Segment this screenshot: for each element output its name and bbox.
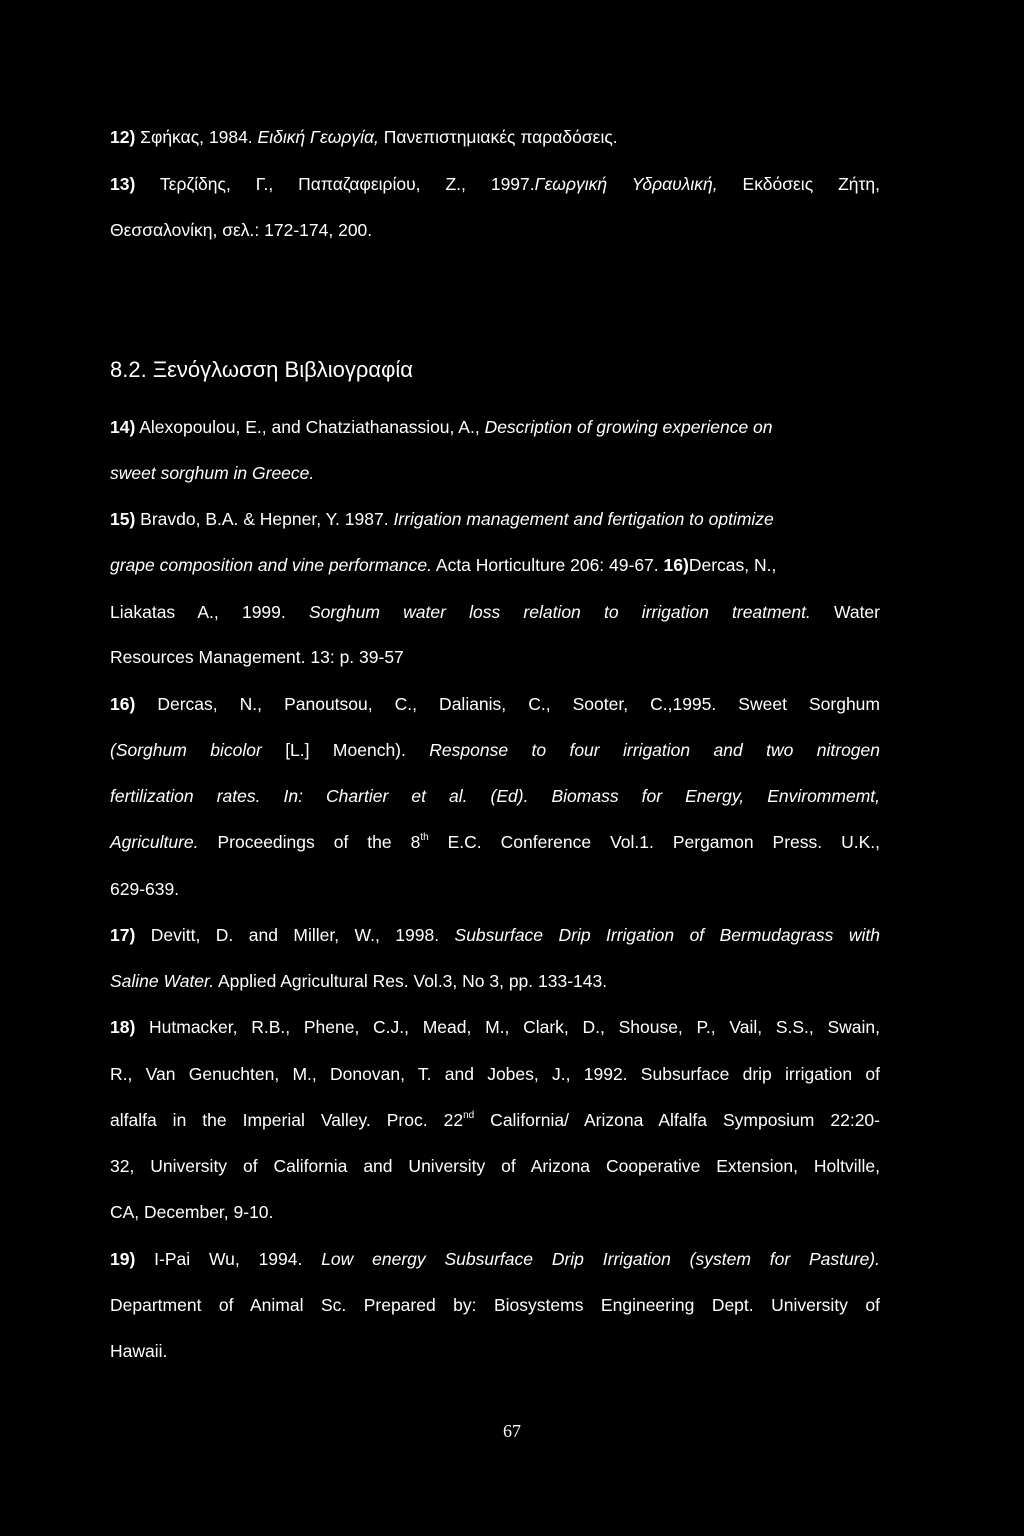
reference-15-line-3 (110, 600, 880, 624)
reference-18-line-2 (110, 1062, 880, 1086)
ref-text: I-Pai Wu, 1994. (135, 1249, 322, 1269)
ref-number: 14) (110, 417, 136, 437)
ref-text: Dercas, N., Panoutsou, C., Dalianis, C., Sooter, C.,1995. Sweet Sorghum (135, 694, 880, 714)
ref-title: Subsurface Drip Irrigation of Bermudagrass with (454, 925, 880, 945)
reference-16-line-3 (110, 784, 880, 808)
ref-number: 15) (110, 509, 136, 529)
reference-13 (110, 172, 880, 196)
ref-title: fertilization rates. In: Chartier et al. (Ed). Biomass for Energy, Envirommemt, (110, 786, 880, 806)
reference-18-line-3 (110, 1108, 880, 1132)
ref-number: 18) (110, 1017, 136, 1037)
ref-text: Σφήκας, 1984. (135, 127, 258, 147)
ref-text: Θεσσαλονίκη, σελ.: 172-174, 200. (110, 220, 373, 240)
ordinal-suffix: nd (463, 1110, 475, 1121)
ref-title: Irrigation management and fertigation to optimize (393, 509, 774, 529)
ref-text: 32, University of California and University of Arizona Cooperative Extension, Holtville, (110, 1156, 880, 1176)
reference-16-line-4 (110, 830, 880, 854)
ref-text: Devitt, D. and Miller, W., 1998. (135, 925, 455, 945)
section-number: 8.2. (110, 357, 147, 382)
ref-text: alfalfa in the Imperial Valley. Proc. 22 (110, 1110, 464, 1130)
ref-text: Proceedings of the 8 (198, 832, 421, 852)
ref-text: Hawaii. (110, 1341, 168, 1361)
ref-text: Dercas, N., (688, 555, 777, 575)
reference-15-line-4 (110, 645, 880, 669)
ref-title: grape composition and vine performance. (110, 555, 432, 575)
ref-text: 629-639. (110, 879, 180, 899)
ref-number: 16) (663, 555, 689, 575)
ref-title: Low energy Subsurface Drip Irrigation (system for Pasture). (321, 1249, 880, 1269)
ref-text: Bravdo, B.A. & Hepner, Y. 1987. (135, 509, 394, 529)
reference-12 (110, 125, 880, 149)
ref-title: Response to four irrigation and two nitrogen (429, 740, 880, 760)
ref-text: E.C. Conference Vol.1. Pergamon Press. U.K., (428, 832, 880, 852)
ref-text: Εκδόσεις Ζήτη, (717, 174, 880, 194)
reference-15 (110, 507, 880, 531)
reference-15-line-2 (110, 553, 880, 577)
ref-title: Agriculture. (110, 832, 199, 852)
reference-16-line-2 (110, 738, 880, 762)
ref-text: Hutmacker, R.B., Phene, C.J., Mead, M., Clark, D., Shouse, P., Vail, S.S., Swain, (135, 1017, 880, 1037)
reference-18-line-5 (110, 1200, 880, 1224)
ref-title: Γεωργική Υδραυλική, (534, 174, 718, 194)
ref-text: Acta Horticulture 206: 49-67. (432, 555, 664, 575)
reference-18-line-4 (110, 1154, 880, 1178)
reference-14 (110, 415, 880, 439)
page-number: 67 (503, 1421, 521, 1441)
ref-title: Saline Water. (110, 971, 215, 991)
reference-19 (110, 1247, 880, 1271)
ref-number: 12) (110, 127, 136, 147)
reference-16-line-5 (110, 877, 880, 901)
ref-text: Department of Animal Sc. Prepared by: Biosystems Engineering Dept. University of (110, 1295, 880, 1315)
reference-19-line-2 (110, 1293, 880, 1317)
section-title: Ξενόγλωσση Βιβλιογραφία (152, 357, 413, 382)
ref-text: Alexopoulou, E., and Chatziathanassiou, A., (135, 417, 485, 437)
ref-text: California/ Arizona Alfalfa Symposium 22:20- (474, 1110, 880, 1130)
ref-text: Τερζίδης, Γ., Παπαζαφειρίου, Ζ., 1997. (135, 174, 535, 194)
ref-text: Water (810, 602, 880, 622)
ref-text: Πανεπιστημιακές παραδόσεις. (378, 127, 618, 147)
reference-19-line-3 (110, 1339, 880, 1363)
reference-17 (110, 923, 880, 947)
reference-16 (110, 692, 880, 716)
ref-scientific-name: (Sorghum bicolor (110, 740, 262, 760)
reference-18 (110, 1015, 880, 1039)
reference-17-line-2 (110, 969, 880, 993)
ordinal-suffix: th (420, 832, 429, 843)
ref-number: 19) (110, 1249, 136, 1269)
ref-number: 16) (110, 694, 136, 714)
ref-text: R., Van Genuchten, M., Donovan, T. and Jobes, J., 1992. Subsurface drip irrigation of (110, 1064, 880, 1084)
ref-text: CA, December, 9-10. (110, 1202, 274, 1222)
reference-14-line-2 (110, 461, 880, 485)
reference-13-line-2 (110, 218, 880, 242)
ref-text: [L.] Moench). (261, 740, 430, 760)
ref-number: 17) (110, 925, 136, 945)
ref-title: Sorghum water loss relation to irrigation treatment. (308, 602, 811, 622)
ref-text: Liakatas A., 1999. (110, 602, 309, 622)
ref-title: Description of growing experience on (484, 417, 773, 437)
section-heading (110, 356, 880, 384)
ref-text: Applied Agricultural Res. Vol.3, No 3, pp. 133-143. (214, 971, 608, 991)
ref-title: sweet sorghum in Greece. (110, 463, 315, 483)
ref-title: Ειδική Γεωργία, (257, 127, 379, 147)
ref-text: Resources Management. 13: p. 39-57 (110, 647, 404, 667)
ref-number: 13) (110, 174, 136, 194)
